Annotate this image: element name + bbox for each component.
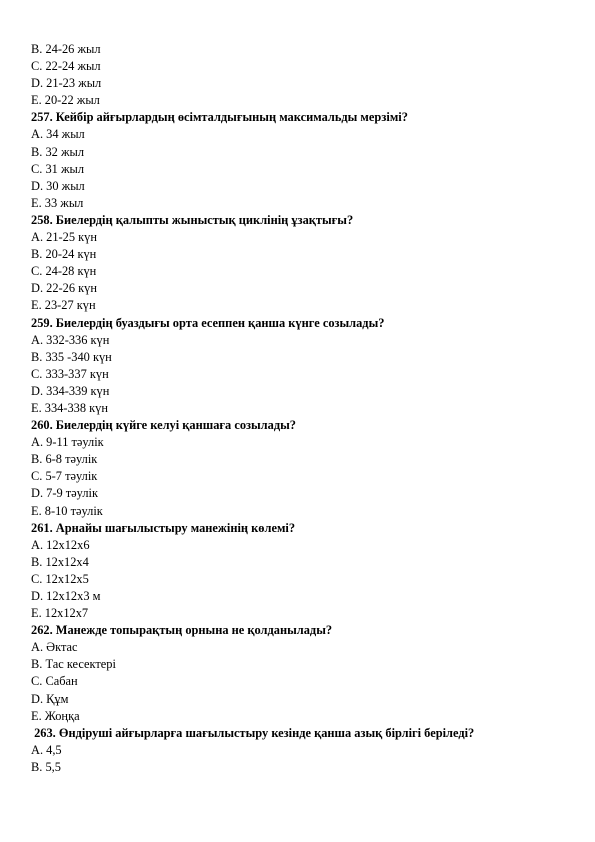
answer-option: E. 23-27 күн <box>31 298 96 313</box>
answer-option: E. 334-338 күн <box>31 400 109 415</box>
answer-option: D. 22-26 күн <box>31 281 97 296</box>
answer-option: B. Тас кесектері <box>31 657 116 672</box>
document-page <box>31 41 571 776</box>
answer-option: A. 4,5 <box>31 742 62 757</box>
answer-option: C. 333-337 күн <box>31 366 109 381</box>
answer-option: B. 335 -340 күн <box>31 349 112 364</box>
answer-option: B. 20-24 күн <box>31 247 97 262</box>
question-line: 260. Биелердің күйге келуі қаншаға созылады? <box>31 418 296 433</box>
answer-option: A. 9-11 тәулік <box>31 435 104 450</box>
answer-option: D. 21-23 жыл <box>31 76 102 91</box>
answer-option: C. Сабан <box>31 674 78 689</box>
answer-option: E. 12х12х7 <box>31 606 89 621</box>
answer-option: C. 22-24 жыл <box>31 59 101 74</box>
answer-option: E. 20-22 жыл <box>31 93 100 108</box>
answer-option: D. 7-9 тәулік <box>31 486 98 501</box>
answer-option: B. 32 жыл <box>31 144 85 159</box>
answer-option: E. 33 жыл <box>31 195 84 210</box>
question-line: 263. Өндіруші айғырларға шағылыстыру кезінде қанша азық бірлігі беріледі? <box>31 725 475 740</box>
answer-option: C. 24-28 күн <box>31 264 97 279</box>
answer-option: C. 5-7 тәулік <box>31 469 98 484</box>
answer-option: A. 12х12х6 <box>31 537 90 552</box>
answer-option: D. 12х12х3 м <box>31 589 101 603</box>
question-line: 257. Кейбір айғырлардың өсімталдығының максимальды мерзімі? <box>31 110 408 125</box>
answer-option: E. 8-10 тәулік <box>31 503 103 518</box>
answer-option: D. 30 жыл <box>31 178 85 193</box>
answer-option: B. 24-26 жыл <box>31 42 101 56</box>
answer-option: C. 31 жыл <box>31 161 85 176</box>
answer-option: A. 34 жыл <box>31 127 85 142</box>
answer-option: C. 12х12х5 <box>31 571 89 586</box>
answer-option: A. 21-25 күн <box>31 230 97 245</box>
question-line: 261. Арнайы шағылыстыру манежінің көлемі? <box>31 520 296 535</box>
answer-option: D. 334-339 күн <box>31 383 110 398</box>
answer-option: A. 332-336 күн <box>31 332 110 347</box>
question-line: 259. Биелердің буаздығы орта есеппен қанша күнге созылады? <box>31 315 385 330</box>
answer-option: B. 12х12х4 <box>31 554 89 569</box>
answer-option: B. 5,5 <box>31 759 61 774</box>
answer-option: B. 6-8 тәулік <box>31 452 98 467</box>
answer-option: E. Жоңқа <box>31 708 80 723</box>
question-line: 258. Биелердің қалыпты жыныстық циклінің ұзақтығы? <box>31 212 354 227</box>
question-line: 262. Манежде топырақтың орнына не қолданылады? <box>31 623 333 638</box>
answer-option: D. Құм <box>31 691 69 706</box>
answer-option: A. Әктас <box>31 640 78 655</box>
